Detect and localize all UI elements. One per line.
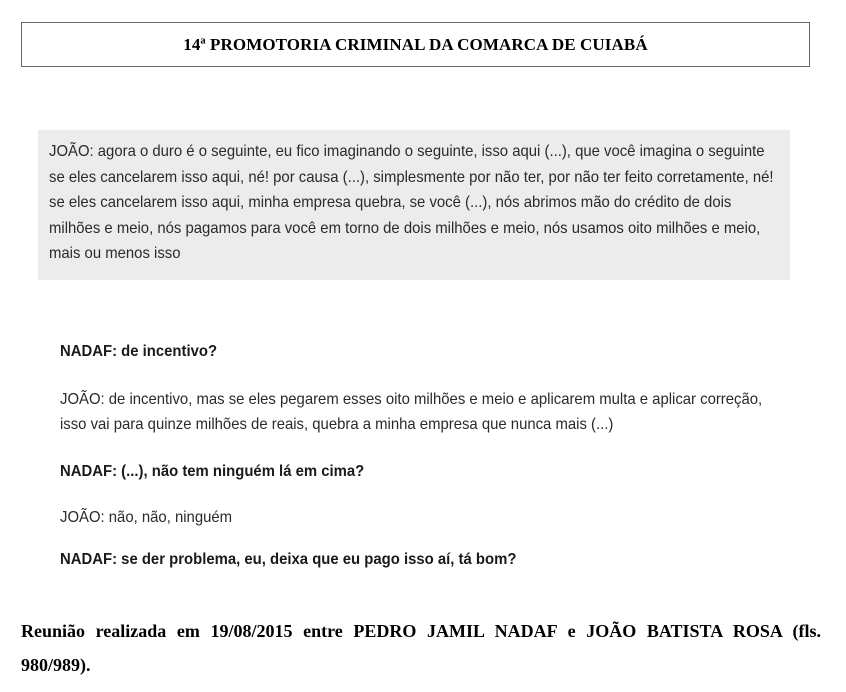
dialogue-line-3: NADAF: (...), não tem ninguém lá em cima? [60, 463, 365, 480]
page-title: 14ª PROMOTORIA CRIMINAL DA COMARCA DE CUIABÁ [183, 34, 648, 54]
dialogue-line-1: NADAF: de incentivo? [60, 343, 218, 360]
header-box [21, 22, 810, 67]
meeting-caption: Reunião realizada em 19/08/2015 entre PEDRO JAMIL NADAF e JOÃO BATISTA ROSA (fls. 980/989). [21, 621, 821, 675]
dialogue-line-5: NADAF: se der problema, eu, deixa que eu pago isso aí, tá bom? [60, 551, 517, 568]
dialogue-line-4: JOÃO: não, não, ninguém [60, 509, 233, 526]
dialogue-line-2: JOÃO: de incentivo, mas se eles pegarem esses oito milhões e meio e aplicarem multa e aplicar correção, isso vai para quinze milhões de reais, quebra a minha empresa que nunca mais (...) [60, 391, 763, 433]
transcript-excerpt-1 [38, 130, 790, 280]
excerpt-1-text: JOÃO: agora o duro é o seguinte, eu fico imaginando o seguinte, isso aqui (...), que você imagina o seguinte se eles cancelarem isso aqui, né! por causa (...), simplesmente por não ter, por não ter feito corretamente, né! se eles cancelarem isso aqui, minha empresa quebra, se você (...), nós abrimos mão do crédito de dois milhões e meio, nós pagamos para você em torno de dois milhões e meio, nós usamos oito milhões e meio, mais ou menos isso [49, 143, 774, 262]
